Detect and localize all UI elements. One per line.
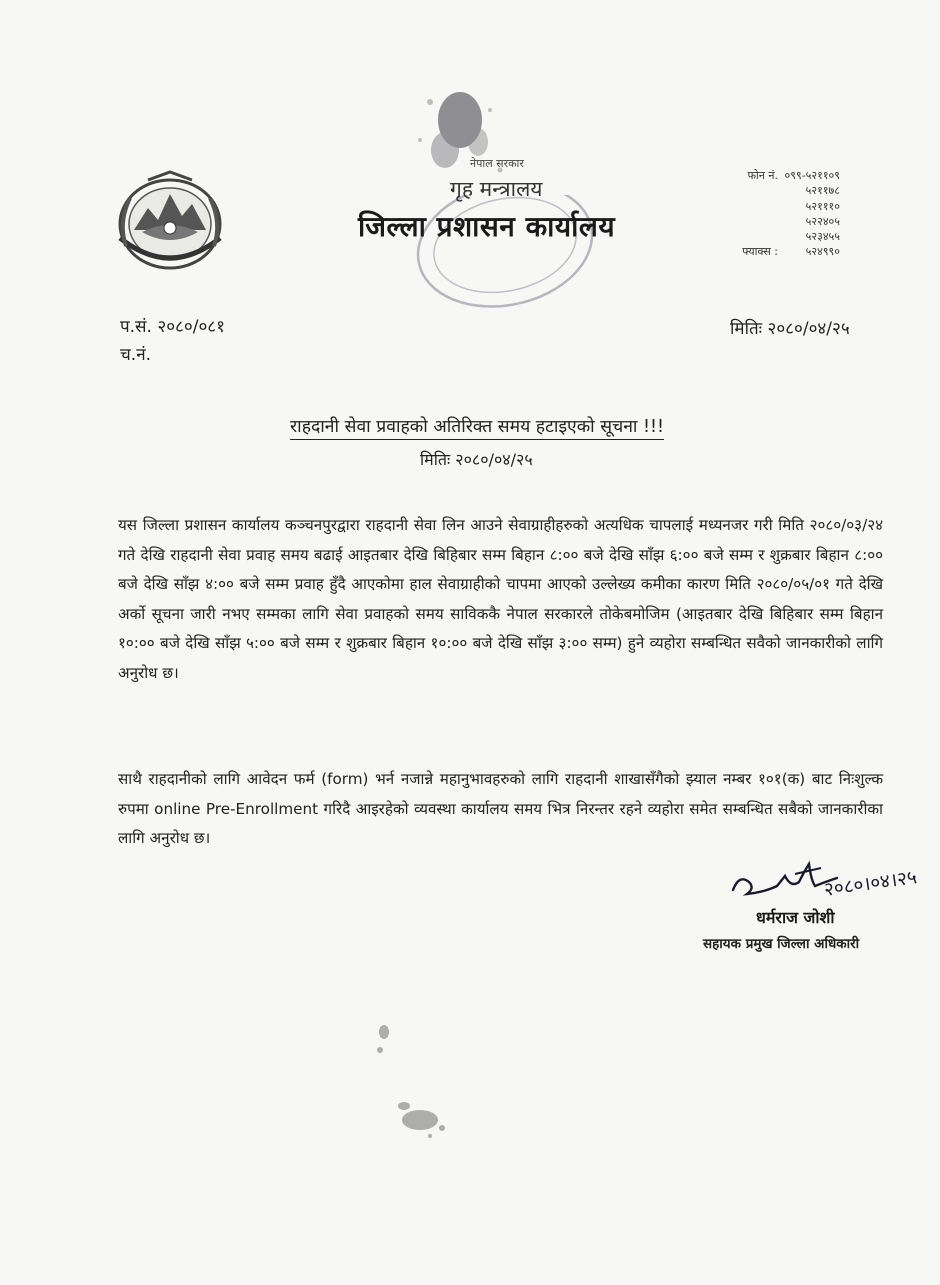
ministry-name: गृह मन्त्रालय	[450, 177, 543, 201]
contact-value: ५२२४०५	[805, 214, 840, 228]
signer-name: धर्मराज जोशी	[756, 908, 835, 927]
contact-row	[700, 244, 840, 259]
contact-row	[700, 183, 840, 198]
contact-label	[700, 199, 784, 214]
contact-label	[700, 229, 784, 244]
dispatch-number: च.नं.	[120, 345, 152, 365]
office-name: जिल्ला प्रशासन कार्यालय	[358, 210, 616, 243]
notice-title: राहदानी सेवा प्रवाहको अतिरिक्त समय हटाइएको सूचना !!!	[290, 414, 664, 440]
signer-designation: सहायक प्रमुख जिल्ला अधिकारी	[703, 936, 860, 952]
reference-block	[120, 313, 225, 369]
handwritten-signature	[725, 852, 920, 912]
contact-value: ५२१११०	[805, 199, 840, 213]
contact-value: ५२३४५५	[805, 230, 840, 244]
letter-number: प.सं. २०८०/०८१	[120, 317, 225, 337]
contact-value: ५२११७८	[805, 184, 840, 198]
contact-block	[700, 168, 840, 260]
ink-specks	[360, 1010, 480, 1150]
contact-label	[700, 183, 784, 198]
contact-value: ५२४९९०	[805, 245, 840, 259]
government-name: नेपाल सरकार	[470, 157, 524, 170]
contact-row	[700, 199, 840, 214]
contact-row	[700, 214, 840, 229]
nepal-government-emblem	[108, 168, 232, 280]
contact-label	[700, 214, 784, 229]
body-paragraph-1: यस जिल्ला प्रशासन कार्यालय कञ्चनपुरद्वारा राहदानी सेवा लिन आउने सेवाग्राहीहरुको अत्यधिक चापलाई मध्यनजर गरी मिति २०८०/०३/२४ गते देखि राहदानी सेवा प्रवाह समय बढाई आइतबार देखि बिहिबार सम्म बिहान ८:०० बजे देखि साँझ ६:०० बजे सम्म र शुक्रबार बिहान ८:०० बजे देखि साँझ ४:०० बजे सम्म प्रवाह हुँदै आएकोमा हाल सेवाग्राहीको चापमा आएको उल्लेख्य कमीका कारण मिति २०८०/०५/०१ गते देखि अर्को सूचना जारी नभए सम्मका लागि सेवा प्रवाहको समय साविककै नेपाल सरकारले तोकेबमोजिम (आइतबार देखि बिहिबार सम्म बिहान १०:०० बजे देखि साँझ ५:०० बजे सम्म र शुक्रबार बिहान १०:०० बजे देखि साँझ ३:०० सम्म) हुने व्यहोरा सम्बन्धित सवैको जानकारीको लागि अनुरोध छ।	[118, 516, 883, 682]
contact-value: ०९९-५२११०९	[784, 169, 840, 182]
contact-row	[700, 168, 840, 183]
notice-date: मितिः २०८०/०४/२५	[420, 450, 533, 469]
contact-label: फ्याक्स :	[742, 245, 778, 259]
contact-row	[700, 229, 840, 244]
contact-label: फोन नं.	[747, 169, 778, 182]
signature-date: २०८०।०४।२५	[822, 866, 919, 901]
body-paragraph-2: साथै राहदानीको लागि आवेदन फर्म (form) भर्न नजान्ने महानुभावहरुको लागि राहदानी शाखासँगैको झ्याल नम्बर १०१(क) बाट निःशुल्क रुपमा online Pre-Enrollment गरिदै आइरहेको व्यवस्था कार्यालय समय भित्र निरन्तर रहने व्यहोरा समेत सम्बन्धित सबैको जानकारीका लागि अनुरोध छ।	[118, 770, 883, 847]
letter-date: मितिः २०८०/०४/२५	[730, 319, 850, 339]
